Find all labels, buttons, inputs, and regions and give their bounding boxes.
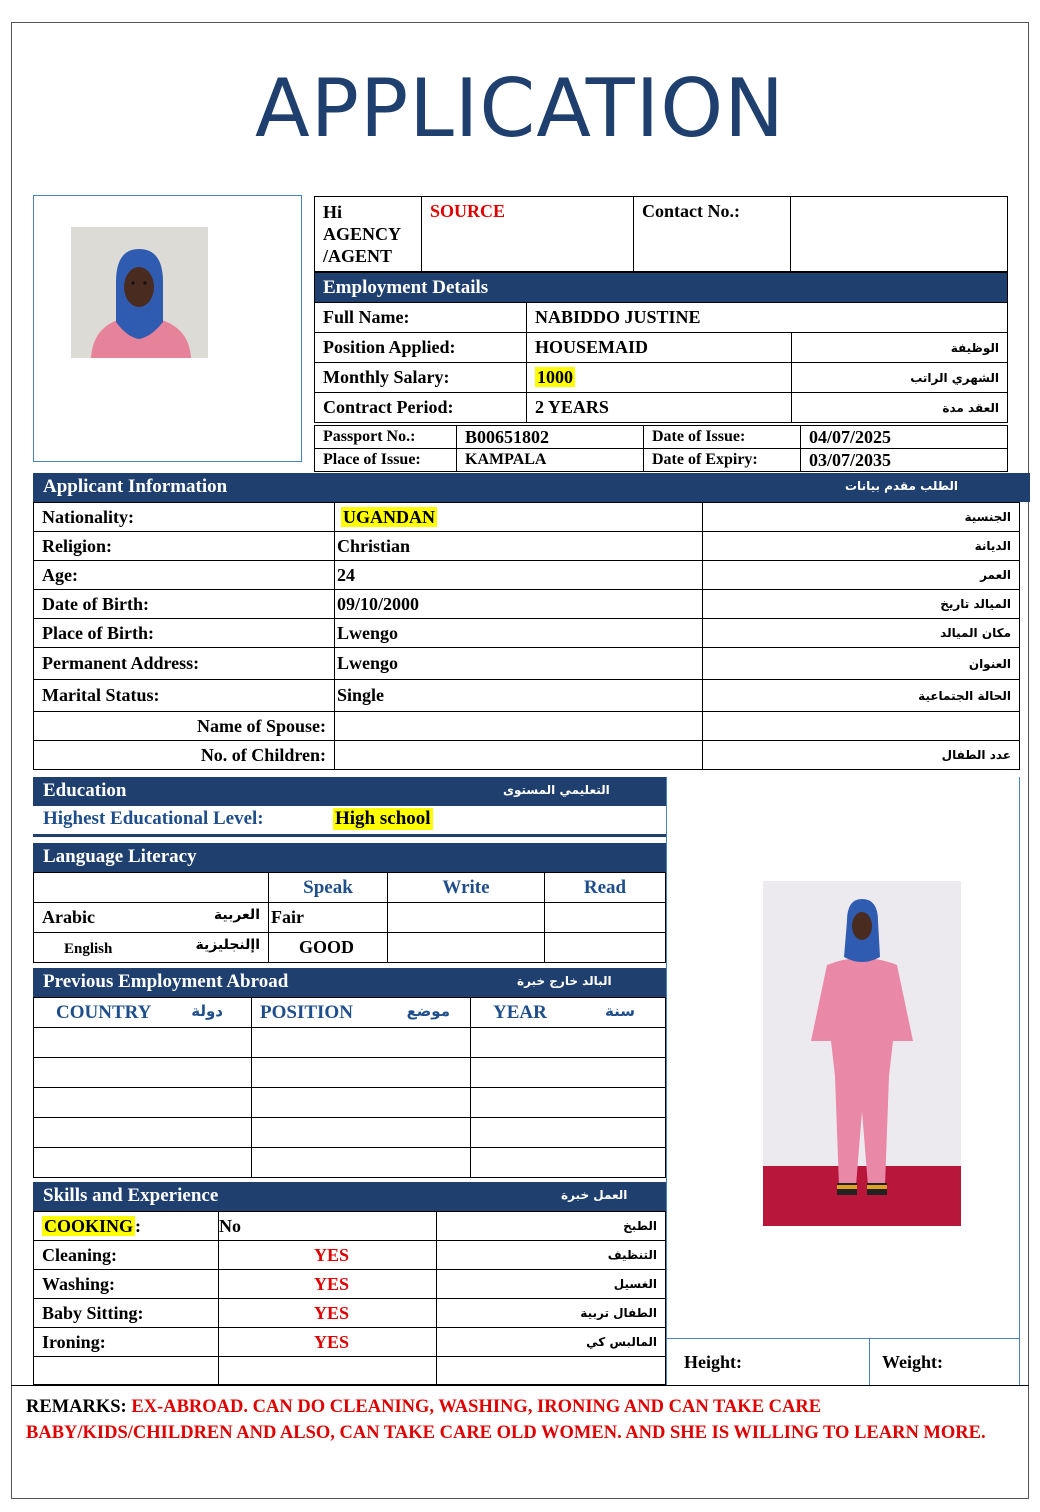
applicant-field-value: Single — [335, 680, 703, 712]
babysitting-label: Baby Sitting: — [34, 1299, 219, 1328]
remarks-block — [26, 1394, 1016, 1446]
contract-ar: العقد مدة — [792, 393, 1008, 423]
cooking-label-cell: COOKING : — [34, 1212, 219, 1241]
applicant-field-value — [335, 741, 703, 770]
education-divider — [33, 834, 666, 837]
salary-label: Monthly Salary: — [315, 363, 527, 393]
contract-value: 2 YEARS — [527, 393, 792, 423]
prev-cell — [34, 1058, 252, 1088]
passport-value: B00651802 — [457, 426, 644, 449]
skills-empty-cell — [34, 1357, 219, 1385]
previous-heading: Previous Employment Abroad — [43, 971, 289, 992]
prev-cell — [252, 1028, 471, 1058]
applicant-field-label: Permanent Address: — [34, 648, 335, 680]
applicant-field-ar: العنوان — [703, 648, 1020, 680]
cleaning-ar: التنظيف — [437, 1241, 666, 1270]
year-header-en: YEAR — [493, 1001, 547, 1023]
skills-empty-cell — [437, 1357, 666, 1385]
cleaning-value: YES — [219, 1241, 437, 1270]
nationality-value: UGANDAN — [343, 506, 435, 527]
position-header-ar: موضع — [406, 1001, 450, 1020]
agency-table — [314, 196, 1008, 272]
contract-label: Contract Period: — [315, 393, 527, 423]
applicant-field-ar — [703, 712, 1020, 741]
applicant-portrait-photo — [71, 227, 208, 358]
applicant-field-label: Date of Birth: — [34, 590, 335, 619]
place-issue-label: Place of Issue: — [315, 449, 457, 472]
full-name-label: Full Name: — [315, 303, 527, 333]
applicant-field-ar: العمر — [703, 561, 1020, 590]
language-table — [33, 872, 666, 963]
skills-empty-cell — [219, 1357, 437, 1385]
prev-cell — [471, 1028, 666, 1058]
country-header — [34, 998, 252, 1028]
washing-label: Washing: — [34, 1270, 219, 1299]
education-level-value: High school — [335, 808, 431, 829]
applicant-row — [34, 590, 1020, 619]
speak-header: Speak — [269, 873, 388, 903]
education-level-label: Highest Educational Level: — [43, 808, 264, 829]
language-heading-bar — [33, 843, 666, 872]
expiry-label: Date of Expiry: — [644, 449, 801, 472]
agency-label: Hi AGENCY /AGENT — [315, 197, 422, 272]
height-label: Height: — [666, 1339, 870, 1386]
applicant-field-ar: الجنسية — [703, 503, 1020, 532]
applicant-field-label: Religion: — [34, 532, 335, 561]
applicant-field-value: Lwengo — [335, 648, 703, 680]
full-name-value: NABIDDO JUSTINE — [527, 303, 1008, 333]
education-heading: Education — [43, 780, 127, 801]
employment-table — [314, 272, 1008, 423]
applicant-field-label: Name of Spouse: — [34, 712, 335, 741]
prev-cell — [471, 1058, 666, 1088]
applicant-field-value: 24 — [335, 561, 703, 590]
previous-heading-ar: البالد خارج خبرة — [517, 974, 612, 988]
ironing-label: Ironing: — [34, 1328, 219, 1357]
contact-value — [791, 197, 1008, 272]
applicant-field-value: Lwengo — [335, 619, 703, 648]
arabic-write — [388, 903, 545, 933]
expiry-value: 03/07/2035 — [801, 449, 1008, 472]
applicant-field-label: Place of Birth: — [34, 619, 335, 648]
skills-table — [33, 1211, 666, 1385]
country-header-en: COUNTRY — [56, 1001, 152, 1023]
prev-cell — [252, 1118, 471, 1148]
page-title: APPLICATION — [254, 62, 786, 155]
employment-heading: Employment Details — [315, 273, 1008, 303]
applicant-row — [34, 561, 1020, 590]
prev-cell — [252, 1058, 471, 1088]
passport-table — [314, 425, 1008, 472]
previous-heading-bar — [33, 968, 666, 997]
prev-cell — [34, 1028, 252, 1058]
skills-heading: Skills and Experience — [43, 1185, 219, 1206]
applicant-field-value — [335, 503, 703, 532]
applicant-row — [34, 680, 1020, 712]
remarks-line1: EX-ABROAD. CAN DO CLEANING, WASHING, IRONING AND CAN TAKE CARE — [131, 1397, 822, 1417]
arabic-read — [545, 903, 666, 933]
applicant-row — [34, 648, 1020, 680]
applicant-field-label: Age: — [34, 561, 335, 590]
remarks-label: REMARKS: — [26, 1397, 127, 1417]
position-value: HOUSEMAID — [527, 333, 792, 363]
applicant-field-label: Nationality: — [34, 503, 335, 532]
cooking-ar: الطبخ — [437, 1212, 666, 1241]
cooking-label: COOKING — [44, 1215, 134, 1236]
language-heading: Language Literacy — [43, 846, 197, 867]
applicant-row — [34, 503, 1020, 532]
english-ar: اإلنجليزية — [195, 937, 260, 953]
education-heading-ar: التعليمي المستوى — [503, 783, 610, 797]
applicant-heading-bar — [33, 473, 1030, 502]
ironing-ar: المالبس كي — [437, 1328, 666, 1357]
babysitting-value: YES — [219, 1299, 437, 1328]
prev-cell — [34, 1148, 252, 1178]
applicant-field-ar: مكان الميالد — [703, 619, 1020, 648]
year-header — [471, 998, 666, 1028]
arabic-lang — [34, 903, 269, 933]
year-header-ar: سنة — [605, 1001, 635, 1020]
english-label: English — [64, 941, 113, 957]
applicant-field-value: 09/10/2000 — [335, 590, 703, 619]
applicant-row — [34, 619, 1020, 648]
english-lang — [34, 933, 269, 963]
language-corner — [34, 873, 269, 903]
applicant-row — [34, 741, 1020, 770]
applicant-fullbody-photo — [763, 881, 961, 1226]
applicant-field-ar: الديانة — [703, 532, 1020, 561]
prev-cell — [252, 1148, 471, 1178]
measures-table — [666, 1338, 1020, 1386]
english-speak: GOOD — [269, 933, 388, 963]
prev-cell — [471, 1088, 666, 1118]
position-header — [252, 998, 471, 1028]
previous-table — [33, 997, 666, 1178]
position-header-en: POSITION — [260, 1001, 353, 1023]
arabic-ar: العربية — [213, 907, 260, 923]
english-write — [388, 933, 545, 963]
issue-date-value: 04/07/2025 — [801, 426, 1008, 449]
applicant-field-label: Marital Status: — [34, 680, 335, 712]
washing-ar: الغسيل — [437, 1270, 666, 1299]
passport-label: Passport No.: — [315, 426, 457, 449]
education-level-row — [33, 806, 666, 835]
weight-label: Weight: — [870, 1339, 1020, 1386]
issue-date-label: Date of Issue: — [644, 426, 801, 449]
skills-heading-ar: العمل خبرة — [561, 1188, 628, 1202]
applicant-row — [34, 712, 1020, 741]
applicant-row — [34, 532, 1020, 561]
read-header: Read — [545, 873, 666, 903]
country-header-ar: دولة — [191, 1001, 223, 1020]
prev-cell — [252, 1088, 471, 1118]
prev-cell — [471, 1118, 666, 1148]
salary-ar: الشهري الراتب — [792, 363, 1008, 393]
agency-value: SOURCE — [422, 197, 634, 272]
place-issue-value: KAMPALA — [457, 449, 644, 472]
cooking-value: No — [219, 1212, 437, 1241]
remarks-divider — [11, 1385, 1029, 1386]
prev-cell — [471, 1148, 666, 1178]
position-label: Position Applied: — [315, 333, 527, 363]
position-ar: الوظيفة — [792, 333, 1008, 363]
skills-heading-bar — [33, 1182, 666, 1211]
prev-cell — [34, 1118, 252, 1148]
applicant-field-value — [335, 712, 703, 741]
remarks-line1-row — [26, 1394, 1016, 1420]
applicant-field-label: No. of Children: — [34, 741, 335, 770]
babysitting-ar: الطفال تربية — [437, 1299, 666, 1328]
applicant-field-ar: الحالة الجتماعية — [703, 680, 1020, 712]
applicant-heading: Applicant Information — [43, 476, 228, 497]
english-read — [545, 933, 666, 963]
salary-value: 1000 — [537, 367, 573, 387]
arabic-speak: Fair — [269, 903, 388, 933]
applicant-heading-ar: الطلب مقدم بيانات — [845, 479, 959, 493]
applicant-field-ar: عدد الطفال — [703, 741, 1020, 770]
write-header: Write — [388, 873, 545, 903]
cleaning-label: Cleaning: — [34, 1241, 219, 1270]
applicant-table — [33, 502, 1020, 770]
applicant-field-ar: الميالد تاريخ — [703, 590, 1020, 619]
education-heading-bar — [33, 777, 666, 806]
applicant-field-value: Christian — [335, 532, 703, 561]
ironing-value: YES — [219, 1328, 437, 1357]
contact-label: Contact No.: — [634, 197, 791, 272]
arabic-label: Arabic — [42, 907, 95, 927]
prev-cell — [34, 1088, 252, 1118]
remarks-line2: BABY/KIDS/CHILDREN AND ALSO, CAN TAKE CARE OLD WOMEN. AND SHE IS WILLING TO LEARN MORE. — [26, 1423, 986, 1443]
washing-value: YES — [219, 1270, 437, 1299]
